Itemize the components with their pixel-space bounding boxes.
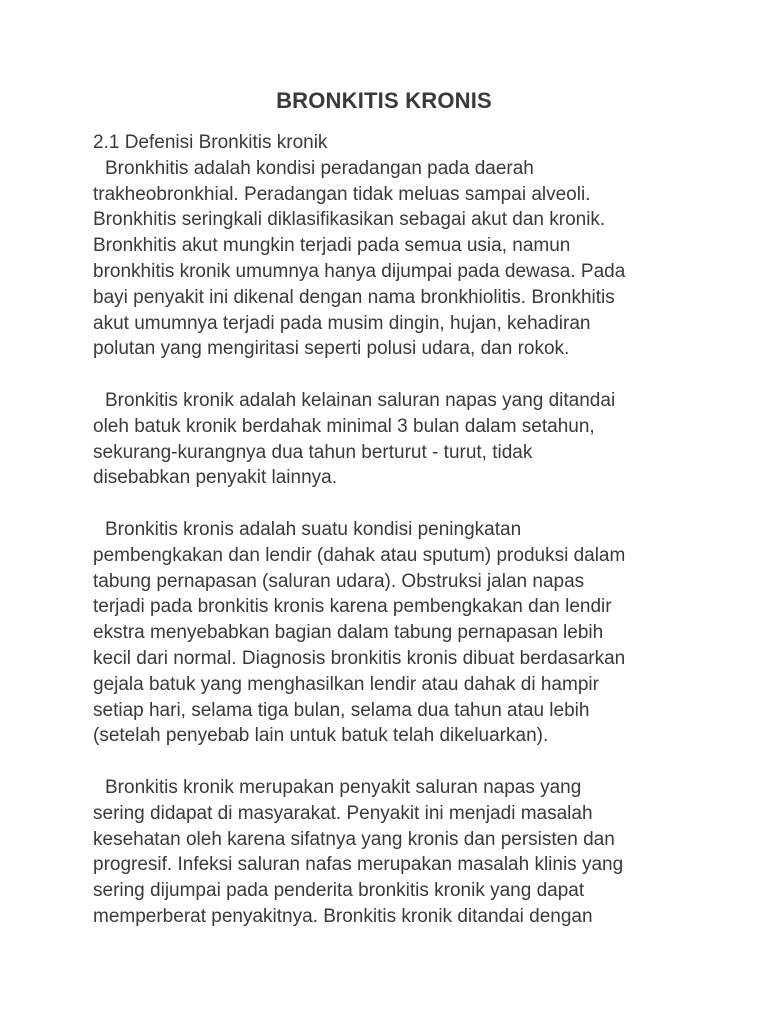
- paragraph-spacer: [93, 362, 693, 388]
- paragraph-4: [93, 775, 693, 930]
- paragraph-line: trakheobronkhial. Peradangan tidak meluas sampai alveoli.: [93, 183, 591, 205]
- paragraph-line: setiap hari, selama tiga bulan, selama dua tahun atau lebih: [93, 699, 590, 721]
- document-body: [93, 130, 693, 930]
- paragraph-line: progresif. Infeksi saluran nafas merupakan masalah klinis yang: [93, 854, 624, 876]
- paragraph-line: kecil dari normal. Diagnosis bronkitis kronis dibuat berdasarkan: [93, 647, 626, 669]
- paragraph-line: ekstra menyebabkan bagian dalam tabung pernapasan lebih: [93, 622, 604, 644]
- paragraph-2: [93, 388, 693, 491]
- paragraph-line: Bronkhitis adalah kondisi peradangan pada daerah: [105, 157, 534, 179]
- paragraph-3: [93, 517, 693, 749]
- paragraph-line: Bronkhitis akut mungkin terjadi pada semua usia, namun: [93, 235, 571, 257]
- paragraph-line: tabung pernapasan (saluran udara). Obstruksi jalan napas: [93, 570, 585, 592]
- paragraph-line: akut umumnya terjadi pada musim dingin, hujan, kehadiran: [93, 312, 591, 334]
- paragraph-line: bayi penyakit ini dikenal dengan nama bronkhiolitis. Bronkhitis: [93, 286, 615, 308]
- section-heading: 2.1 Defenisi Bronkitis kronik: [93, 132, 328, 153]
- paragraph-line: sekurang-kurangnya dua tahun berturut - turut, tidak: [93, 441, 533, 463]
- paragraph-line: gejala batuk yang menghasilkan lendir atau dahak di hampir: [93, 673, 599, 695]
- paragraph-line: memperberat penyakitnya. Bronkitis kronik ditandai dengan: [93, 905, 593, 927]
- paragraph-line: Bronkhitis seringkali diklasifikasikan sebagai akut dan kronik.: [93, 209, 606, 231]
- paragraph-line: kesehatan oleh karena sifatnya yang kronis dan persisten dan: [93, 828, 615, 850]
- paragraph-line: Bronkitis kronik adalah kelainan saluran napas yang ditandai: [105, 389, 616, 411]
- paragraph-line: oleh batuk kronik berdahak minimal 3 bulan dalam setahun,: [93, 415, 595, 437]
- paragraph-spacer: [93, 491, 693, 517]
- paragraph-line: bronkhitis kronik umumnya hanya dijumpai pada dewasa. Pada: [93, 260, 626, 282]
- paragraph-line: (setelah penyebab lain untuk batuk telah dikeluarkan).: [93, 725, 549, 747]
- paragraph-line: disebabkan penyakit lainnya.: [93, 467, 338, 489]
- paragraph-line: sering dijumpai pada penderita bronkitis kronik yang dapat: [93, 880, 585, 902]
- paragraph-line: sering didapat di masyarakat. Penyakit ini menjadi masalah: [93, 802, 593, 824]
- paragraph-1: [93, 156, 693, 362]
- document-title: BRONKITIS KRONIS: [276, 88, 492, 113]
- paragraph-line: pembengkakan dan lendir (dahak atau sputum) produksi dalam: [93, 544, 626, 566]
- paragraph-line: terjadi pada bronkitis kronis karena pembengkakan dan lendir: [93, 596, 612, 618]
- paragraph-spacer: [93, 749, 693, 775]
- paragraph-line: Bronkitis kronik merupakan penyakit saluran napas yang: [105, 776, 582, 798]
- paragraph-line: Bronkitis kronis adalah suatu kondisi peningkatan: [105, 518, 522, 540]
- paragraph-line: polutan yang mengiritasi seperti polusi udara, dan rokok.: [93, 338, 570, 360]
